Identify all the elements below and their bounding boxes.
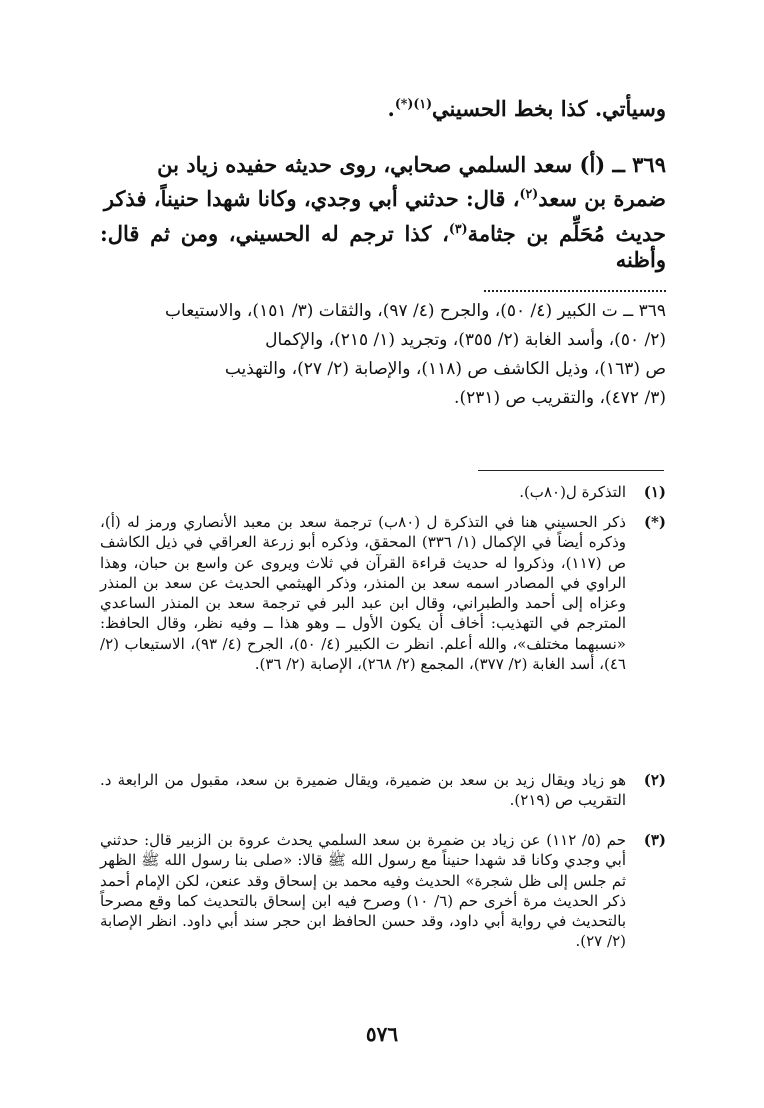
footnote-3 <box>100 830 666 952</box>
footnote-star <box>100 512 666 674</box>
bio-line-4: (٣/ ٤٧٢)، والتقريب ص (٢٣١). <box>454 388 666 408</box>
footnote-rule <box>478 470 664 471</box>
footnote-mark: (٢) <box>643 771 666 789</box>
footnote-mark: (١) <box>643 483 666 501</box>
footnote-text: ذكر الحسيني هنا في التذكرة ل (٨٠ب) ترجمة سعد بن معبد الأنصاري ورمز له (أ)، وذكره أيضاً في الإكمال (١/ ٣٣٦) المحقق، وذكره أبو زرعة العراقي في ذيل الكاشف ص (١١٧)، وذكروا له حديث قراءة القرآن في ثلاث ويروى عن واسع بن حبان، وهذا الراوي في المصادر اسمه سعد بن المنذر، وذكر الهيثمي الحديث عن سعد بن المنذر وعزاه إلى أحمد والطبراني، وقال ابن عبد البر في ترجمة سعد بن المنذر الساعدي المترجم في التهذيب: أخاف أن يكون الأول ــ وهو هذا ــ وفيه نظر، وقال الحافظ: «نسبهما مختلف»، والله أعلم. انظر ت الكبير (٤/ ٥٠)، الجرح (٤/ ٩٣)، الاستيعاب (٢/ ٤٦)، أسد الغابة (٢/ ٣٧٧)، المجمع (٢/ ٢٦٨)، الإصابة (٢/ ٣٦). <box>100 513 626 673</box>
bio-references <box>100 300 666 416</box>
main-text-line-1: وسيأتي. كذا بخط الحسيني$^{(١)(*)}$. <box>387 96 666 121</box>
footnote-1 <box>100 482 666 502</box>
bio-line-1: ٣٦٩ ــ ت الكبير (٤/ ٥٠)، والجرح (٤/ ٩٧)، والثقات (٣/ ١٥١)، والاستيعاب <box>165 301 666 321</box>
footnote-mark: (٣) <box>643 831 666 849</box>
page-number: ٥٧٦ <box>365 1022 399 1046</box>
footnote-mark: (*) <box>643 513 666 531</box>
entry-line-3: حديث مُحَلِّم بن جثامة$^{(٣)}$، كذا ترجم له الحسيني، ومن ثم قال: وأظنه <box>100 220 666 272</box>
footnote-2 <box>100 770 666 811</box>
footnote-text: هو زياد ويقال زيد بن سعد بن ضميرة، ويقال ضميرة بن سعد، مقبول من الرابعة د. التقريب ص (٢١٩). <box>100 771 626 810</box>
footnote-ref: (٢) <box>519 186 539 202</box>
bio-line-2: (٢/ ٥٠)، وأسد الغابة (٢/ ٣٥٥)، وتجريد (١/ ٢١٥)، والإكمال <box>265 330 666 350</box>
dotted-separator <box>484 290 666 292</box>
entry-line-2: ضمرة بن سعد$^{(٢)}$، قال: حدثني أبي وجدي، وكانا شهدا حنيناً، فذكر <box>103 186 666 212</box>
footnote-text: التذكرة ل(٨٠ب). <box>519 483 626 501</box>
bio-line-3: ص (١٦٣)، وذيل الكاشف ص (١١٨)، والإصابة (٢/ ٢٧)، والتهذيب <box>224 359 666 379</box>
footnote-ref: (١)(*) <box>394 96 433 111</box>
footnote-text: حم (٥/ ١١٢) عن زياد بن ضمرة بن سعد السلمي يحدث عروة بن الزبير قال: حدثني أبي وجدي وكانا قد شهدا حنيناً مع رسول الله ﷺ قالا: «صلى بنا رسول الله ﷺ الظهر ثم جلس إلى ظل شجرة» الحديث وفيه محمد بن إسحاق وقد عنعن، لكن الإمام أحمد ذكر الحديث مرة أخرى حم (٦/ ١٠) وصرح فيه ابن إسحاق بالتحديث كما وقع مصرحاً بالتحديث في رواية أبي داود، وقد حسن الحافظ ابن حجر سند أبي داود. انظر الإصابة (٢/ ٢٧). <box>100 831 627 951</box>
continuation-text: وسيأتي. كذا بخط الحسيني <box>432 96 666 121</box>
entry-369 <box>100 152 666 273</box>
entry-line-1: ٣٦٩ ــ (أ) سعد السلمي صحابي، روى حديثه حفيده زياد بن <box>157 152 666 177</box>
footnote-ref: (٣) <box>448 220 468 236</box>
